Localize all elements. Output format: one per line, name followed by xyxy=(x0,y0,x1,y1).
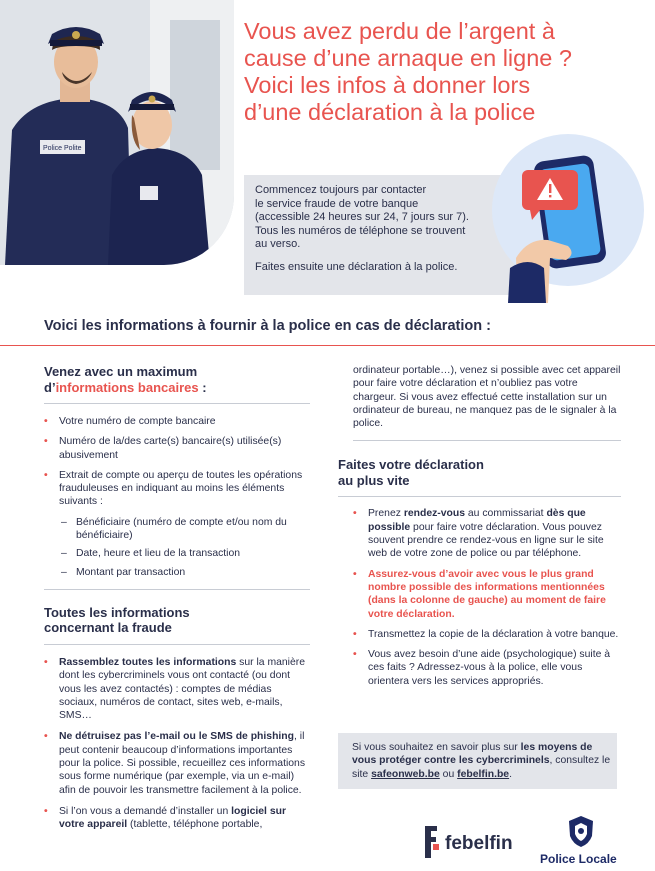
police-officers-photo xyxy=(0,0,234,265)
police-locale-wordmark: Police Locale xyxy=(540,852,617,866)
banking-info-list xyxy=(44,415,310,579)
banking-info-heading: Venez avec un maximum d’informations bancaires : xyxy=(44,364,207,395)
intro-line-2: le service fraude de votre banque xyxy=(255,197,419,210)
divider xyxy=(44,589,310,590)
police-locale-logo xyxy=(536,814,626,866)
list-item: • Numéro de la/des carte(s) bancaire(s) utilisée(s) abusivement xyxy=(44,435,310,462)
list-item: • Vous avez besoin d’une aide (psychologique) suite à ces faits ? Adressez-vous à la police, elle vous orientera vers les services appropriés. xyxy=(353,648,621,688)
headline-line-1: Vous avez perdu de l’argent à xyxy=(244,18,555,44)
headline-line-3: Voici les infos à donner lors xyxy=(244,72,531,98)
list-item: • Extrait de compte ou aperçu de toutes les opérations frauduleuses en indiquant au moins les éléments suivants : xyxy=(44,469,310,509)
febelfin-link[interactable]: febelfin.be xyxy=(457,768,510,780)
police-locale-logo-icon xyxy=(536,814,626,866)
intro-line-3: (accessible 24 heures sur 24, 7 jours sur 7). xyxy=(255,211,469,223)
intro-line-4: Tous les numéros de téléphone se trouvent xyxy=(255,224,466,237)
intro-line-1: Commencez toujours par contacter xyxy=(255,184,427,196)
declaration-heading: Faites votre déclaration au plus vite xyxy=(338,457,484,488)
phone-alert-illustration xyxy=(488,128,648,303)
intro-line-5: au verso. xyxy=(255,238,301,250)
declaration-list xyxy=(353,507,621,688)
list-subitem: – Date, heure et lieu de la transaction xyxy=(44,547,310,560)
list-item: • Assurez-vous d’avoir avec vous le plus grand nombre possible des informations mentionnées (dans la colonne de gauche) au moment de faire votre déclaration. xyxy=(353,568,621,621)
intro-box xyxy=(244,175,529,295)
police-officers-illustration xyxy=(0,0,234,265)
divider xyxy=(338,496,621,497)
continued-paragraph: ordinateur portable…), venez si possible avec cet appareil pour faire votre déclaration et n’oubliez pas votre chargeur. Si vous avez effectué cette installation sur un ordinateur de bureau, ne manquez pas de le signaler à la police. xyxy=(353,365,621,430)
right-column xyxy=(338,364,621,688)
phone-alert-icon xyxy=(488,128,648,303)
left-column xyxy=(44,364,310,832)
divider xyxy=(44,644,310,645)
fraud-info-list xyxy=(44,656,310,832)
headline-line-4: d’une déclaration à la police xyxy=(244,99,536,125)
list-item: • Transmettez la copie de la déclaration à votre banque. xyxy=(353,628,621,641)
headline-line-2: cause d’une arnaque en ligne ? xyxy=(244,45,572,71)
febelfin-logo xyxy=(423,824,528,860)
list-item: • Prenez rendez-vous au commissariat dès que possible pour faire votre déclaration. Vous pouvez souvent prendre ce rendez-vous en ligne sur le site web de votre zone de police ou par téléphone. xyxy=(353,507,621,560)
divider xyxy=(44,403,310,404)
section-title: Voici les informations à fournir à la police en cas de déclaration : xyxy=(44,318,491,334)
section-divider xyxy=(0,345,655,346)
list-item: • Si l’on vous a demandé d’installer un logiciel sur votre appareil (tablette, téléphone portable, xyxy=(44,805,310,832)
safeonweb-link[interactable]: safeonweb.be xyxy=(371,768,440,780)
list-subitem: – Montant par transaction xyxy=(44,566,310,579)
list-item: • Rassemblez toutes les informations sur la manière dont les cybercriminels vous ont contacté (ou dont vous les avez contactés) : comptes de médias sociaux, numéros de contact, sites web, e-mails, SMS… xyxy=(44,656,310,722)
list-item: • Ne détruisez pas l’e-mail ou le SMS de phishing, il peut contenir beaucoup d’informations importantes pour la police. Si possible, recueillez ces informations sous forme numérique (par exemple, via un e-mail) afin de pouvoir les transmettre facilement à la police. xyxy=(44,730,310,796)
list-item: • Votre numéro de compte bancaire xyxy=(44,415,310,428)
intro-second-paragraph: Faites ensuite une déclaration à la police. xyxy=(255,260,458,273)
febelfin-wordmark: febelfin xyxy=(445,833,513,854)
febelfin-logo-icon xyxy=(423,824,528,860)
list-subitem: – Bénéficiaire (numéro de compte et/ou nom du bénéficiaire) xyxy=(44,516,310,543)
fraud-info-heading: Toutes les informations concernant la fraude xyxy=(44,604,190,636)
more-info-box: Si vous souhaitez en savoir plus sur les moyens de vous protéger contre les cybercriminels, consultez le site safeonweb.be ou febelfin.be. xyxy=(338,733,617,789)
page-headline xyxy=(244,18,644,126)
divider xyxy=(353,440,621,441)
badge-text: Police Polite xyxy=(43,145,82,152)
